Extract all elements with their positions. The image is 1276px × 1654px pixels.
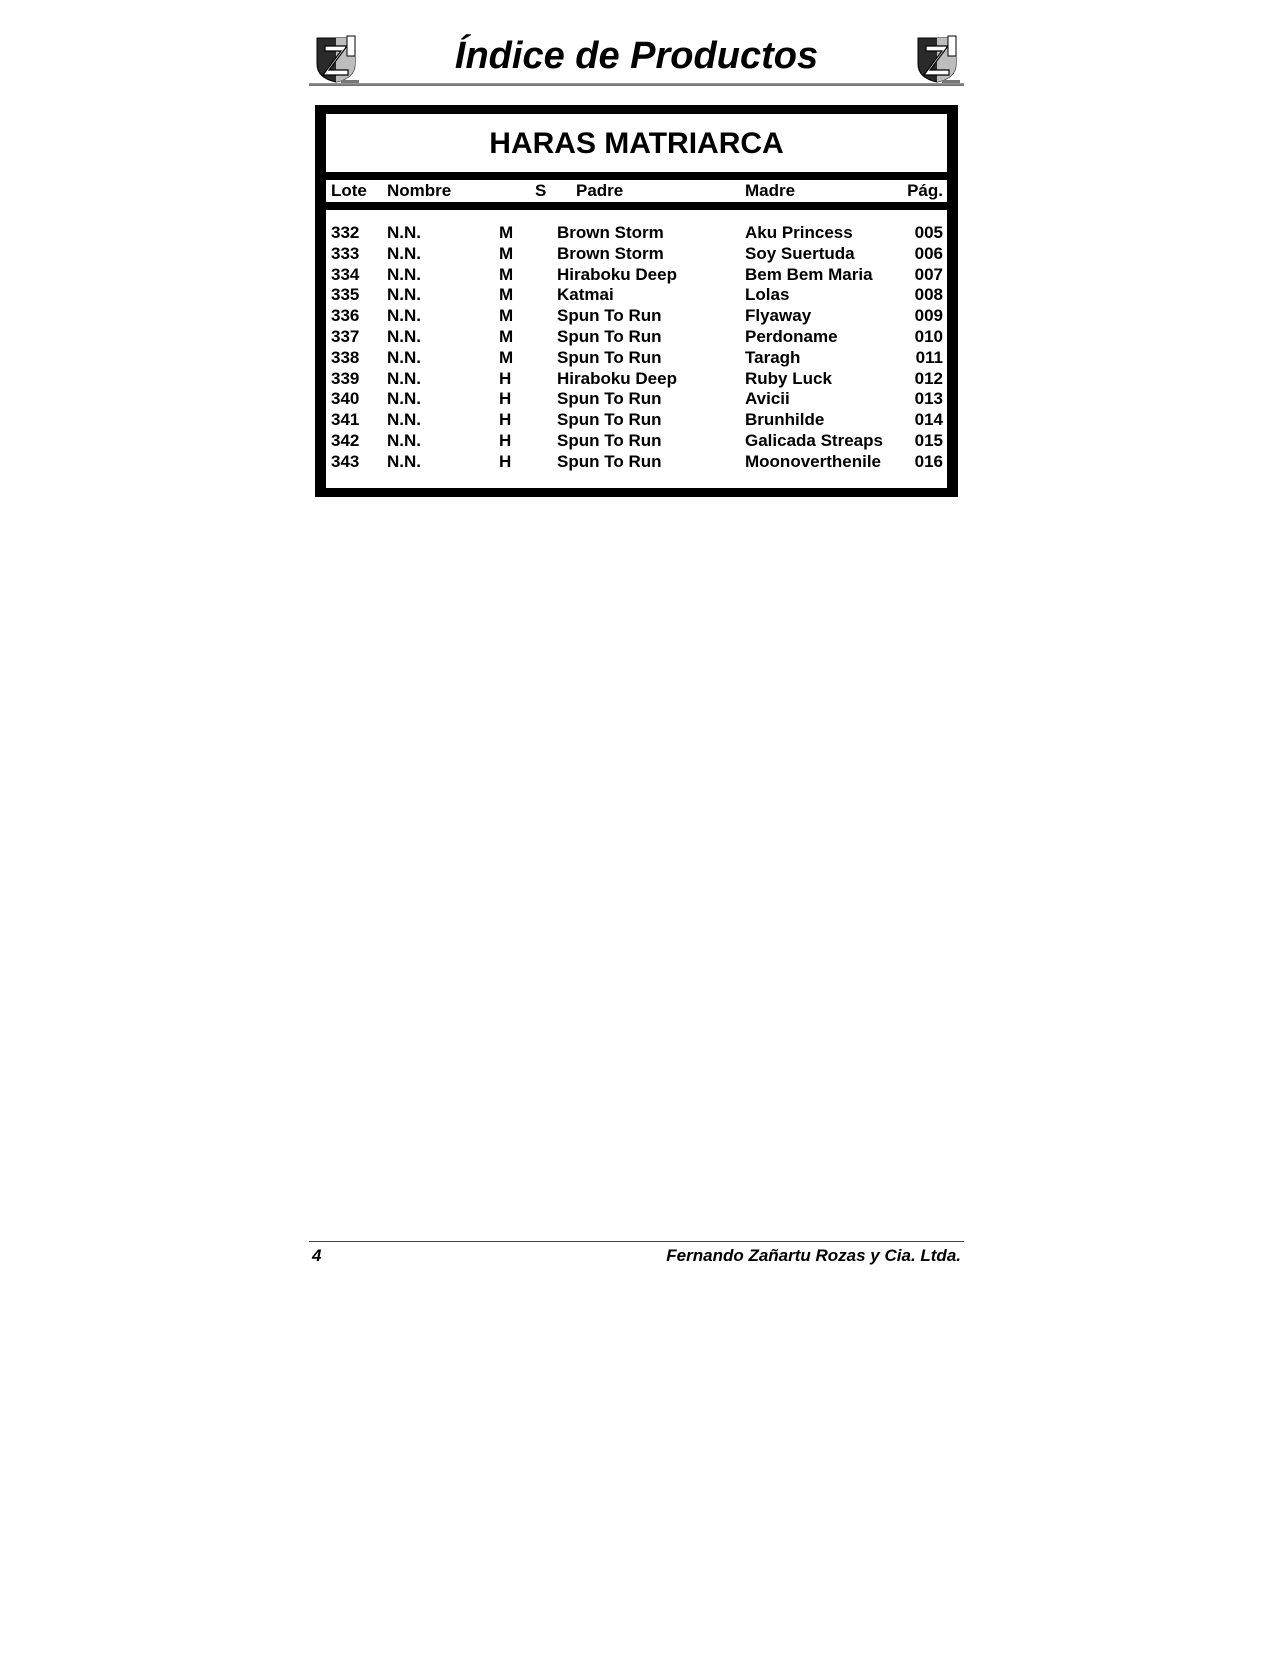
cell-lote: 335 (331, 285, 360, 305)
cell-nombre: N.N. (387, 389, 421, 409)
cell-s: H (499, 430, 512, 450)
cell-s: H (499, 410, 512, 430)
cell-lote: 340 (331, 389, 360, 409)
z-shield-logo-icon (912, 34, 962, 84)
cell-s: M (499, 326, 514, 346)
cell-pag: 009 (914, 306, 943, 326)
cell-s: H (499, 389, 512, 409)
cell-lote: 341 (331, 410, 360, 430)
table-row (315, 347, 958, 368)
cell-madre: Lolas (745, 285, 790, 305)
section-title: HARAS MATRIARCA (489, 127, 784, 160)
cell-padre: Brown Storm (557, 243, 664, 263)
cell-padre: Spun To Run (557, 306, 662, 326)
cell-lote: 333 (331, 243, 360, 263)
cell-padre: Spun To Run (557, 410, 662, 430)
cell-nombre: N.N. (387, 410, 421, 430)
cell-pag: 008 (914, 285, 943, 305)
cell-pag: 010 (914, 326, 943, 346)
column-header-s: S (535, 181, 547, 200)
cell-madre: Brunhilde (745, 410, 825, 430)
cell-madre: Aku Princess (745, 223, 853, 242)
cell-s: M (499, 285, 514, 305)
table-row (315, 430, 958, 451)
cell-madre: Ruby Luck (745, 368, 832, 388)
cell-nombre: N.N. (387, 264, 421, 284)
cell-nombre: N.N. (387, 243, 421, 263)
cell-padre: Spun To Run (557, 326, 662, 346)
header-divider-bar (326, 202, 947, 210)
cell-madre: Avicii (745, 389, 790, 409)
cell-lote: 332 (331, 223, 360, 242)
section-divider (326, 172, 947, 180)
column-header-nombre: Nombre (387, 181, 452, 200)
cell-nombre: N.N. (387, 368, 421, 388)
cell-pag: 012 (914, 368, 943, 388)
cell-s: M (499, 306, 514, 326)
cell-pag: 016 (914, 451, 943, 471)
page-footer (309, 1241, 964, 1265)
cell-lote: 343 (331, 451, 360, 471)
table-row (315, 222, 958, 243)
cell-nombre: N.N. (387, 326, 421, 346)
cell-padre: Spun To Run (557, 451, 662, 471)
cell-nombre: N.N. (387, 306, 421, 326)
page-header (309, 32, 964, 86)
cell-madre: Perdoname (745, 326, 838, 346)
table-row (315, 284, 958, 305)
cell-madre: Soy Suertuda (745, 243, 855, 263)
cell-pag: 005 (914, 223, 943, 242)
column-header-lote: Lote (331, 181, 367, 200)
table-row (315, 388, 958, 409)
cell-madre: Flyaway (745, 306, 812, 326)
cell-madre: Galicada Streaps (745, 430, 883, 450)
cell-lote: 336 (331, 306, 360, 326)
page-number: 4 (312, 1246, 322, 1265)
cell-pag: 007 (914, 264, 943, 284)
cell-s: M (499, 264, 514, 284)
header-divider (309, 83, 964, 86)
table-row (315, 368, 958, 389)
cell-madre: Taragh (745, 347, 801, 367)
cell-s: M (499, 347, 514, 367)
cell-s: H (499, 368, 512, 388)
column-header-pag: Pág. (907, 181, 943, 200)
cell-lote: 342 (331, 430, 360, 450)
table-row (315, 243, 958, 264)
column-header-padre: Padre (576, 181, 624, 200)
table-body (315, 222, 958, 472)
product-index-section (315, 105, 958, 497)
table-row (315, 326, 958, 347)
cell-s: M (499, 223, 514, 242)
cell-nombre: N.N. (387, 223, 421, 242)
table-row (315, 409, 958, 430)
cell-padre: Spun To Run (557, 430, 662, 450)
cell-lote: 337 (331, 326, 360, 346)
cell-nombre: N.N. (387, 430, 421, 450)
cell-pag: 014 (914, 410, 943, 430)
cell-nombre: N.N. (387, 285, 421, 305)
cell-padre: Hiraboku Deep (557, 368, 677, 388)
cell-nombre: N.N. (387, 347, 421, 367)
column-header-madre: Madre (745, 181, 796, 200)
cell-s: M (499, 243, 514, 263)
cell-padre: Brown Storm (557, 223, 664, 242)
cell-lote: 339 (331, 368, 360, 388)
cell-pag: 013 (914, 389, 943, 409)
cell-pag: 015 (914, 430, 943, 450)
cell-s: H (499, 451, 512, 471)
table-row (315, 451, 958, 472)
cell-pag: 011 (915, 347, 943, 367)
cell-padre: Katmai (557, 285, 614, 305)
company-name: Fernando Zañartu Rozas y Cia. Ltda. (666, 1246, 961, 1265)
cell-padre: Hiraboku Deep (557, 264, 677, 284)
page-title: Índice de Productos (454, 35, 819, 77)
cell-padre: Spun To Run (557, 347, 662, 367)
cell-lote: 338 (331, 347, 360, 367)
table-row (315, 305, 958, 326)
cell-padre: Spun To Run (557, 389, 662, 409)
cell-madre: Moonoverthenile (745, 451, 882, 471)
table-row (315, 264, 958, 285)
cell-lote: 334 (331, 264, 360, 284)
cell-nombre: N.N. (387, 451, 421, 471)
table-header (315, 180, 958, 202)
footer-divider (309, 1241, 964, 1242)
cell-pag: 006 (914, 243, 943, 263)
cell-madre: Bem Bem Maria (745, 264, 873, 284)
